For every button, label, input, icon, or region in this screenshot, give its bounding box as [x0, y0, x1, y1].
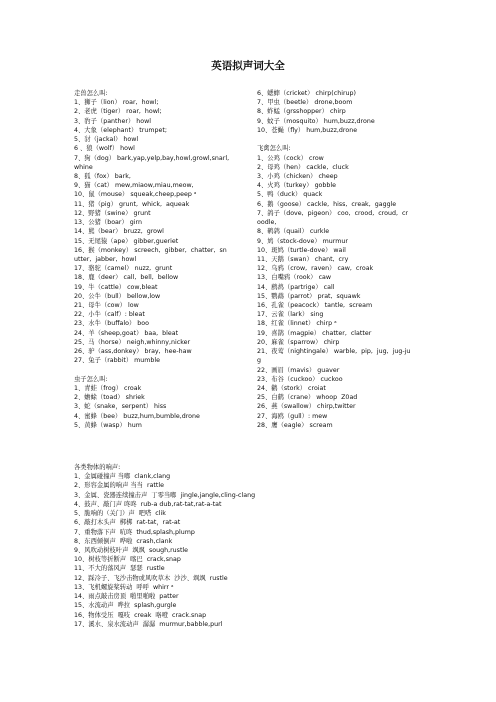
bird-line: 23、布谷（cuckoo） cuckoo	[257, 375, 343, 383]
bird-line: 9、鸠（stock-dove） murmur	[257, 237, 348, 245]
beast-line: 1、狮子（lion） roar, howl;	[74, 99, 159, 107]
object-line: 8、东西倾倒声 哗啦 crash,clank	[74, 537, 173, 545]
object-line: 9、风吹动树枝叶声 飒飒 sough,rustle	[74, 546, 189, 554]
insect-line: 7、甲虫（beetle） drone,boom	[257, 99, 353, 107]
object-line: 17、溪水、泉水流动声 潺潺 murmur,babble,purl	[74, 620, 223, 628]
beast-line: 23、水牛（buffalo） boo	[74, 320, 149, 328]
bird-line: 27、海鸥（gull）: mew	[257, 412, 328, 420]
beast-line: 16、猴（monkey） screech, gibber, chatter, sn	[74, 246, 227, 254]
section-heading-objects: 各类物体的响声:	[74, 464, 121, 471]
bottom-section	[74, 463, 304, 629]
beast-line: 6 、狼（wolf） howl	[74, 145, 135, 153]
bird-line: 28、鹰（eagle） scream	[257, 421, 333, 429]
bird-line: 10、斑鸠（turtle-dove） wail	[257, 246, 346, 254]
beast-line: 13、公猪（boar） girn	[74, 219, 143, 227]
object-line: 10、树枝等折断声 喀巴 crack,snap	[74, 556, 181, 564]
beast-line: 22、小牛（calf）: bleat	[74, 311, 145, 319]
section-gap	[74, 366, 244, 375]
beast-line: 18、鹿（deer） call, bell, bellow	[74, 274, 179, 282]
beast-line: utter, jabber, howl	[74, 255, 137, 263]
bird-line: 18、红雀（linnet） chirp ᵃ	[257, 320, 337, 328]
insect-line: 9、蚊子（mosquito） hum,buzz,drone	[257, 117, 375, 125]
beast-line: 26、驴（ass,donkey） bray, hee-haw	[74, 348, 192, 356]
object-line: 4、鼓声、敲门声 咚咚 rub-a dub,rat-tat,rat-a-tat	[74, 500, 222, 508]
section-heading-beasts: 走兽怎么叫:	[74, 90, 108, 97]
bird-line: 13、白嘴鸦（rook） caw	[257, 274, 332, 282]
beast-line: 27、兔子（rabbit） mumble	[74, 357, 161, 365]
page-title: 英语拟声词大全	[211, 60, 285, 72]
beast-line: 2、老虎（tiger） roar, howl;	[74, 108, 162, 116]
beast-line: 15、无尾猿（ape） gibber,gueriet	[74, 237, 179, 245]
insect-line: 2、蟾蜍（toad） shriek	[74, 394, 145, 402]
left-column	[74, 89, 244, 430]
bird-line: 24、鹳（stork） croiat	[257, 385, 326, 392]
insect-line: 8、蚱蜢（grsshopper） chirp	[257, 108, 346, 116]
bird-line: 17、云雀（lark） sing	[257, 311, 324, 319]
bird-line: 3、小鸡（chicken） cheep	[257, 172, 338, 180]
beast-line: 17、骆驼（camel） nuzz, grunt	[74, 265, 173, 273]
object-line: 15、水流动声 哗拉 splash,gurgle	[74, 602, 177, 610]
bird-line: 22、画眉（mavis） guaver	[257, 366, 340, 374]
object-line: 3、金属、瓷器连续撞击声 丁零当啷 jingle,jangle,cling-clang	[74, 491, 256, 499]
bird-line: 21、夜莺（nightingale） warble, pip, jug, jug-ju	[257, 348, 411, 356]
right-column	[257, 89, 429, 430]
beast-line: 4、大象（elephant） trumpet;	[74, 126, 167, 134]
bird-line: 5、鸭（duck） quack	[257, 191, 323, 199]
bird-line: 19、喜鹊（magpie） chatter, clatter	[257, 329, 372, 337]
section-heading-birds: 飞禽怎么叫:	[257, 145, 291, 153]
beast-line: 25、马（horse） neigh,whinny,nicker	[74, 338, 191, 346]
bird-line: 7、鸽子（dove, pigeon） coo, crood, croud, cr	[257, 209, 409, 217]
bird-line: 25、白鹤（crane） whoop Z0ad	[257, 394, 358, 402]
bird-line: 16、孔雀（peacock） tantle, scream	[257, 302, 373, 310]
object-line: 16、物体受压 嘎吱 creak 咯噔 crack.snap	[74, 611, 207, 619]
object-line: 6、敲打木头声 梆梆 rat-tat，rat-at	[74, 519, 181, 527]
bird-line: 20、麻雀（sparrow） chirp	[257, 338, 340, 346]
object-line: 7、重物落下声 吭咚 thud,splash,plump	[74, 528, 195, 536]
insect-line: 5、黄蜂（wasp） hum	[74, 421, 142, 429]
object-line: 11、不大的落风声 瑟瑟 rustle	[74, 565, 165, 573]
bird-line: 2、母鸡（hen） cackle, cluck	[257, 163, 349, 171]
beast-line: 8、狐（fox） bark,	[74, 172, 131, 180]
bird-line: 11、天鹅（swan） chant, cry	[257, 255, 349, 263]
bird-line: oodle,	[257, 219, 277, 227]
beast-line: 3、豹子（panther） howl	[74, 117, 152, 125]
object-line: 5、脆响的（关门）声 吧嗒 clik	[74, 510, 166, 518]
object-line: 2、形容金属的响声 当当 rattle	[74, 482, 164, 490]
bird-line: 1、公鸡（cock） crow	[257, 154, 324, 162]
beast-line: 19、牛（cattle） cow,bleat	[74, 283, 158, 291]
bird-line: 8、鹌鹑（quail） curkle	[257, 228, 330, 236]
insect-line: 3、蛇（snake，serpent） hiss	[74, 403, 167, 411]
beast-line: 9、猫（cat） mew,miaow,miau,meow,	[74, 182, 194, 190]
bird-line: g	[257, 357, 261, 365]
object-line: 1、金属碰撞声 当啷 clank,clang	[74, 473, 171, 481]
beast-line: whine	[74, 163, 93, 171]
beast-line: 20、公牛（bull） bellow,low	[74, 292, 161, 300]
bird-line: 4、火鸡（turkey） gobble	[257, 182, 337, 190]
bird-line: 12、乌鸦（crow, raven） caw, croak	[257, 265, 374, 273]
beast-line: 5、豺（jackal） howl	[74, 136, 139, 144]
insect-line: 1、青蛙（frog） croak	[74, 385, 142, 392]
object-line: 12、踩冷子、飞沙击物或风吹草木 沙沙、飒飒 rustle	[74, 574, 228, 582]
beast-line: 11、猪（pig） grunt, whick, aqueak	[74, 200, 190, 208]
section-gap	[257, 135, 429, 144]
insect-line: 4、蜜蜂（bee） buzz,hum,bumble,drone	[74, 412, 200, 420]
beast-line: 21、母牛（cow） low	[74, 302, 139, 310]
bird-line: 26、燕（swallow） chirp,twitter	[257, 403, 356, 411]
beast-line: 10、鼠（mouse） squeak,cheep,peep ᵃ	[74, 191, 197, 199]
object-line: 13、飞机螺旋桨转动 呼呼 whirr ᵃ	[74, 583, 174, 591]
beast-line: 12、野猪（swine） grunt	[74, 209, 151, 217]
beast-line: 14、熊（bear） bruzz, growl	[74, 228, 164, 236]
bird-line: 15、鹦鹉（parrot） prat, squawk	[257, 292, 361, 300]
bird-line: 6、鹅（goose） cackle, hiss, creak, gaggle	[257, 200, 397, 208]
section-heading-insects: 虫子怎么叫:	[74, 375, 108, 383]
insect-line: 10、苍蝇（fly） hum,buzz,drone	[257, 126, 358, 134]
beast-line: 24、羊（sheep,goat） baa, bleat	[74, 329, 179, 337]
beast-line: 7、狗（dog） bark,yap,yelp,bay,howl,growl,snarl,	[74, 154, 230, 162]
insect-line: 6、蟋蟀（cricket） chirp(chirup)	[257, 90, 357, 97]
object-line: 14、雨点敲击房顶 啪里啪啦 patter	[74, 593, 179, 601]
bird-line: 14、鹧鸪（partrige） call	[257, 283, 335, 291]
